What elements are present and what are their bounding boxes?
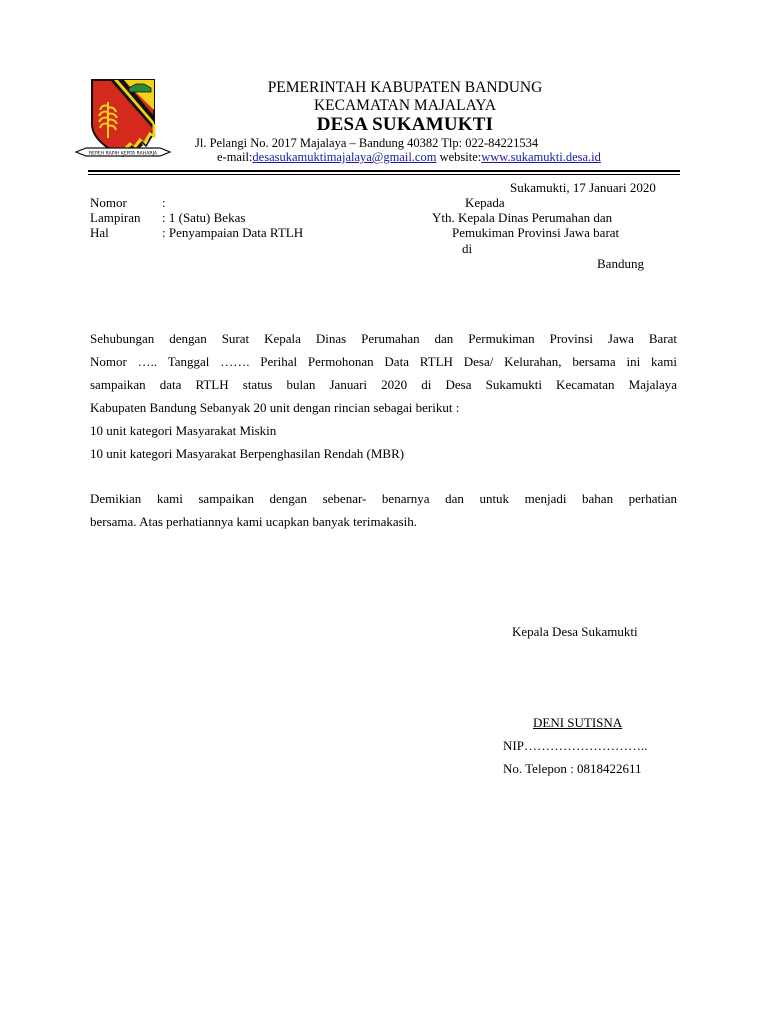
body-paragraph-2-line-1: Demikian kami sampaikan dengan sebenar- benarnya dan untuk menjadi bahan perhatian (90, 491, 677, 506)
hal-label: Hal (90, 225, 109, 240)
nomor-value: : (162, 195, 166, 210)
recipient-city: Bandung (597, 256, 644, 271)
body-paragraph-1-line-1: Sehubungan dengan Surat Kepala Dinas Perumahan dan Permukiman Provinsi Jawa Barat (90, 331, 677, 346)
letterhead-address: Jl. Pelangi No. 2017 Majalaya – Bandung 40382 Tlp: 022-84221534 (195, 136, 539, 150)
body-paragraph-1-line-2: Nomor ….. Tanggal ……. Perihal Permohonan Data RTLH Desa/ Kelurahan, bersama ini kami (90, 354, 677, 369)
letterhead-district: KECAMATAN MAJALAYA (313, 97, 497, 114)
recipient-kepada: Kepada (465, 195, 505, 210)
letterhead-divider-thin (88, 174, 680, 175)
signature-title: Kepala Desa Sukamukti (512, 624, 638, 639)
email-label: e-mail: (217, 150, 253, 164)
recipient-line1: Yth. Kepala Dinas Perumahan dan (432, 210, 613, 225)
body-paragraph-1-line-3: sampaikan data RTLH status bulan Januari 2020 di Desa Sukamukti Kecamatan Majalaya (90, 377, 677, 392)
letterhead-divider-thick (88, 170, 680, 172)
recipient-di: di (462, 241, 473, 256)
email-link[interactable]: desasukamuktimajalaya@gmail.com (252, 150, 437, 164)
logo-motto: REPEH RAPIH KERTA RAHARJA (88, 151, 158, 157)
body-paragraph-2-line-2: bersama. Atas perhatiannya kami ucapkan banyak terimakasih. (90, 514, 418, 529)
website-label: website: (436, 150, 482, 164)
recipient-line2: Pemukiman Provinsi Jawa barat (452, 225, 620, 240)
letterhead-contact (217, 150, 601, 165)
regency-crest-logo (74, 76, 172, 166)
signature-nip: NIP……………………….. (503, 738, 648, 753)
hal-value: : Penyampaian Data RTLH (162, 225, 304, 240)
letterhead-government: PEMERINTAH KABUPATEN BANDUNG (267, 79, 543, 96)
list-item: 10 unit kategori Masyarakat Berpenghasilan Rendah (MBR) (90, 446, 405, 461)
lampiran-label: Lampiran (90, 210, 141, 225)
body-paragraph-1-line-4: Kabupaten Bandung Sebanyak 20 unit dengan rincian sebagai berikut : (90, 400, 460, 415)
signature-name: DENI SUTISNA (533, 715, 623, 730)
website-link[interactable]: www.sukamukti.desa.id (481, 150, 601, 164)
letter-date: Sukamukti, 17 Januari 2020 (510, 180, 656, 195)
signature-phone: No. Telepon : 0818422611 (503, 761, 642, 776)
nomor-label: Nomor (90, 195, 127, 210)
letterhead-village: DESA SUKAMUKTI (316, 114, 494, 135)
lampiran-value: : 1 (Satu) Bekas (162, 210, 246, 225)
list-item: 10 unit kategori Masyarakat Miskin (90, 423, 277, 438)
